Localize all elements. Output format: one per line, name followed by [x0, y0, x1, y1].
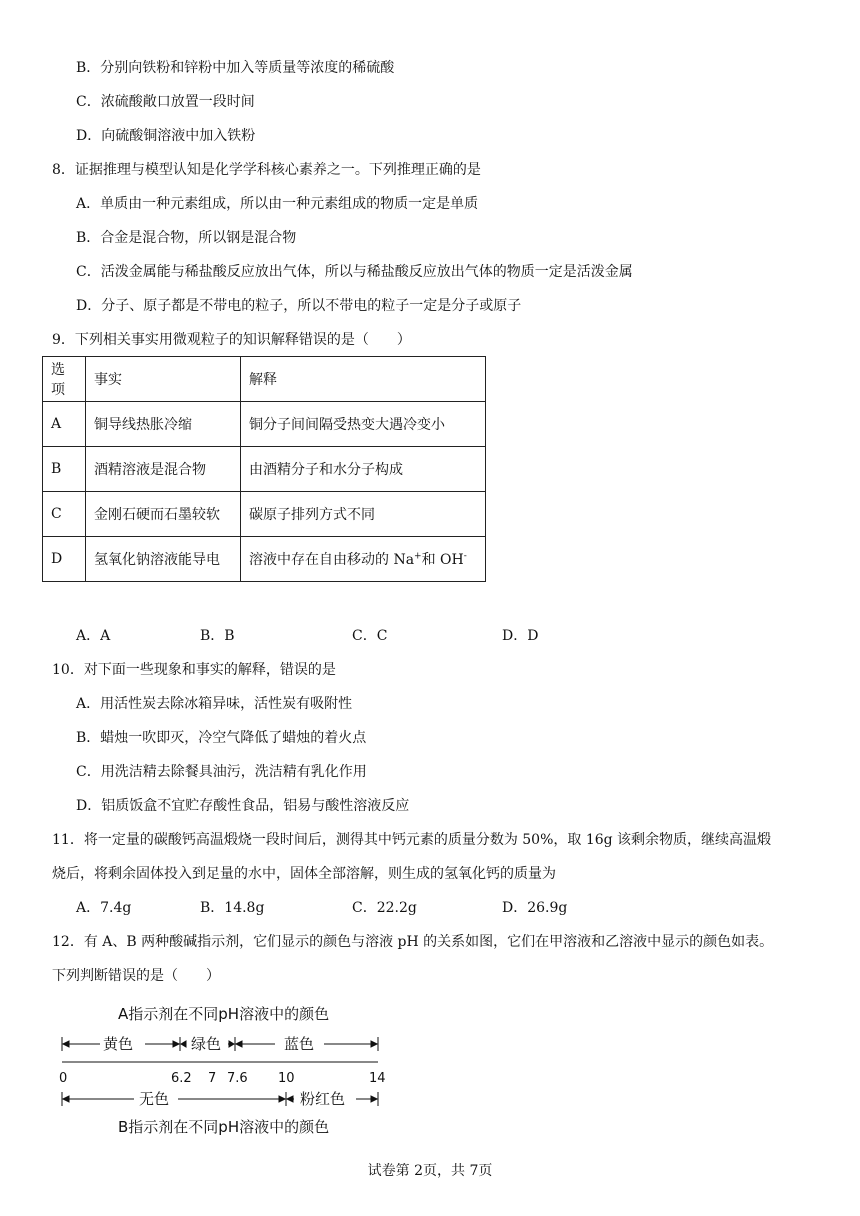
q9-option-a: A．A	[76, 628, 111, 644]
figure-title-b: B指示剂在不同pH溶液中的颜色	[118, 1118, 330, 1136]
q8-option-a: A．单质由一种元素组成，所以由一种元素组成的物质一定是单质	[76, 196, 479, 212]
segment-pink: 粉红色	[300, 1090, 346, 1108]
cell-explanation: 铜分子间间隔受热变大遇冷变小	[241, 402, 486, 447]
q9-table	[42, 356, 486, 582]
cell-option: D	[43, 537, 86, 582]
tick-label: 7	[208, 1071, 217, 1086]
q8-option-d: D．分子、原子都是不带电的粒子，所以不带电的粒子一定是分子或原子	[76, 298, 522, 314]
header-option: 选项	[43, 357, 86, 402]
q9-option-c: C．C	[352, 628, 388, 644]
cell-fact: 铜导线热胀冷缩	[86, 402, 241, 447]
q9-stem: 9．下列相关事实用微观粒子的知识解释错误的是（ ）	[52, 332, 411, 348]
segment-colorless: 无色	[139, 1090, 170, 1108]
q11-option-d: D．26.9g	[502, 900, 568, 916]
page-footer: 试卷第 2页，共 7页	[367, 1163, 493, 1179]
header-fact: 事实	[86, 357, 241, 402]
ph-indicator-figure	[50, 1000, 400, 1140]
q8-option-c: C．活泼金属能与稀盐酸反应放出气体，所以与稀盐酸反应放出气体的物质一定是活泼金属	[76, 264, 633, 280]
cell-explanation	[241, 537, 486, 582]
cell-option: C	[43, 492, 86, 537]
q11-stem-line1: 11．将一定量的碳酸钙高温煅烧一段时间后，测得其中钙元素的质量分数为 50%，取 16g 该剩余物质，继续高温煅	[52, 832, 772, 848]
cell-fact: 氢氧化钠溶液能导电	[86, 537, 241, 582]
table-row	[43, 402, 486, 447]
segment-green: 绿色	[191, 1035, 222, 1053]
q10-stem: 10．对下面一些现象和事实的解释，错误的是	[52, 662, 336, 678]
cell-option: A	[43, 402, 86, 447]
q10-option-d: D．铝质饭盒不宜贮存酸性食品，铝易与酸性溶液反应	[76, 798, 410, 814]
q8-option-b: B．合金是混合物，所以钢是混合物	[76, 230, 297, 246]
q11-option-a: A．7.4g	[76, 900, 132, 916]
cell-explanation: 由酒精分子和水分子构成	[241, 447, 486, 492]
segment-yellow: 黄色	[103, 1035, 134, 1053]
table-row	[43, 492, 486, 537]
header-explanation: 解释	[241, 357, 486, 402]
segment-blue: 蓝色	[284, 1035, 315, 1053]
q11-option-b: B．14.8g	[200, 900, 265, 916]
q10-option-b: B．蜡烛一吹即灭，冷空气降低了蜡烛的着火点	[76, 730, 367, 746]
tick-label: 6.2	[171, 1071, 192, 1086]
table-row	[43, 447, 486, 492]
q11-stem-line2: 烧后，将剩余固体投入到足量的水中，固体全部溶解，则生成的氢氧化钙的质量为	[52, 866, 556, 882]
q7-option-b: B．分别向铁粉和锌粉中加入等质量等浓度的稀硫酸	[76, 60, 395, 76]
q8-stem: 8．证据推理与模型认知是化学学科核心素养之一。下列推理正确的是	[52, 162, 481, 178]
tick-label: 10	[278, 1071, 295, 1086]
q10-option-c: C．用洗洁精去除餐具油污，洗洁精有乳化作用	[76, 764, 367, 780]
ion-text-oh: 和 OH	[421, 552, 464, 568]
cell-explanation: 碳原子排列方式不同	[241, 492, 486, 537]
tick-label: 0	[59, 1071, 68, 1086]
q9-option-b: B．B	[200, 628, 235, 644]
table-row	[43, 537, 486, 582]
table-header-row	[43, 357, 486, 402]
cell-option: B	[43, 447, 86, 492]
q10-option-a: A．用活性炭去除冰箱异味，活性炭有吸附性	[76, 696, 353, 712]
superscript-plus: +	[414, 551, 422, 562]
q12-stem-line1: 12．有 A、B 两种酸碱指示剂，它们显示的颜色与溶液 pH 的关系如图，它们在甲溶液和乙溶液中显示的颜色如表。	[52, 934, 774, 950]
tick-label: 7.6	[227, 1071, 248, 1086]
q9-option-d: D．D	[502, 628, 539, 644]
cell-fact: 金刚石硬而石墨较软	[86, 492, 241, 537]
q7-option-c: C．浓硫酸敞口放置一段时间	[76, 94, 255, 110]
ion-text-na: 溶液中存在自由移动的 Na	[249, 552, 415, 568]
superscript-minus: -	[463, 551, 467, 562]
cell-fact: 酒精溶液是混合物	[86, 447, 241, 492]
tick-label: 14	[369, 1071, 386, 1086]
q12-stem-line2: 下列判断错误的是（ ）	[52, 968, 220, 984]
q11-option-c: C．22.2g	[352, 900, 417, 916]
figure-title-a: A指示剂在不同pH溶液中的颜色	[118, 1005, 330, 1023]
q7-option-d: D．向硫酸铜溶液中加入铁粉	[76, 128, 256, 144]
